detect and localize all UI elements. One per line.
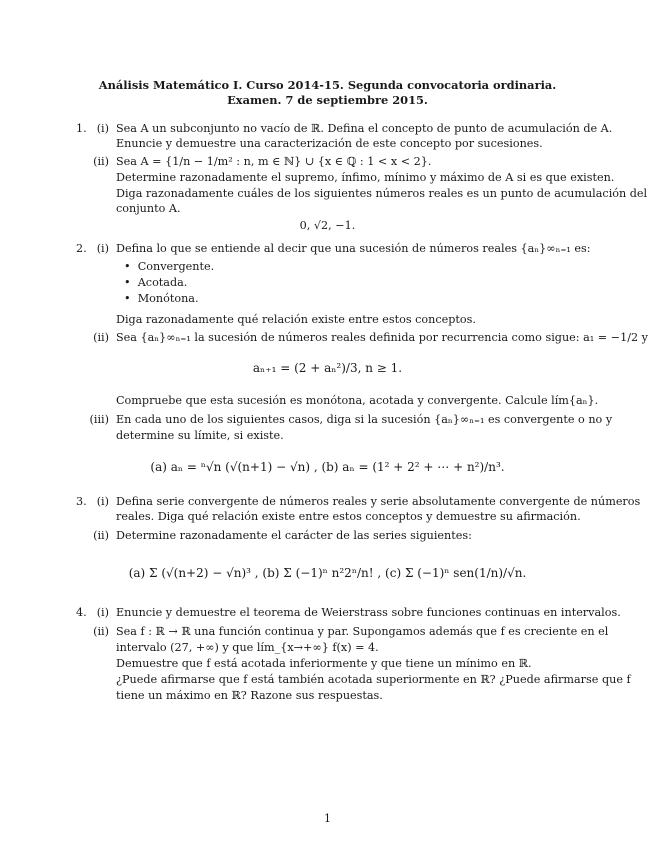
problem-2-i-line-1: Defina lo que se entiende al decir que una sucesión de números reales {aₙ}∞ₙ₌₁ es: [116, 242, 591, 255]
problem-1-display: 0, √2, −1. [299, 219, 356, 232]
problem-4-i-line-1: Enuncie y demuestre el teorema de Weierstrass sobre funciones continuas en intervalos. [116, 606, 621, 619]
problem-1-ii-line-1: Sea A = {1/n − 1/m² : n, m ∈ ℕ} ∪ {x ∈ ℚ : 1 < x < 2}. [116, 155, 432, 168]
problem-3-ii-display: (a) Σ (√(n+2) − √n)³ , (b) Σ (−1)ⁿ n²2ⁿ/n! , (c) Σ (−1)ⁿ sen(1/n)/√n. [128, 566, 527, 580]
part-label: (i) [96, 242, 109, 255]
problem-2-ii-display: aₙ₊₁ = (2 + aₙ²)/3, n ≥ 1. [252, 361, 403, 375]
bullet-icon: • [124, 260, 138, 273]
problem-3-ii-line-1: Determine razonadamente el carácter de las series siguientes: [116, 529, 472, 542]
problem-2-iii-display: (a) aₙ = ⁿ√n (√(n+1) − √n) , (b) aₙ = (1² + 2² + ⋯ + n²)/n³. [150, 460, 505, 474]
header-line-1: Análisis Matemático I. Curso 2014-15. Segunda convocatoria ordinaria. [98, 78, 557, 92]
header-line-2: Examen. 7 de septiembre 2015. [227, 93, 428, 107]
problem-2-iii-line-2: determine su límite, si existe. [116, 429, 284, 442]
problem-1-i-line-1: Sea A un subconjunto no vacío de ℝ. Defina el concepto de punto de acumulación de A. [116, 122, 613, 135]
problem-2-iii-line-1: En cada uno de los siguientes casos, diga si la sucesión {aₙ}∞ₙ₌₁ es convergente o no y [116, 413, 613, 426]
problem-2-ii-after: Compruebe que esta sucesión es monótona, acotada y convergente. Calcule lím{aₙ}. [116, 394, 599, 407]
bullet-item: • Monótona. [124, 292, 199, 305]
problem-number: 1. [76, 122, 87, 135]
part-label: (ii) [93, 625, 109, 638]
page-number: 1 [324, 812, 331, 825]
part-label: (i) [96, 122, 109, 135]
bullet-icon: • [124, 292, 138, 305]
problem-2-i-after: Diga razonadamente qué relación existe entre estos conceptos. [116, 313, 476, 326]
exam-header [0, 78, 655, 108]
bullet-icon: • [124, 276, 138, 289]
part-label: (i) [96, 495, 109, 508]
part-label: (ii) [93, 529, 109, 542]
problem-3-i-line-2: reales. Diga qué relación existe entre estos conceptos y demuestre su afirmación. [116, 510, 581, 523]
problem-3-i-line-1: Defina serie convergente de números reales y serie absolutamente convergente de números [116, 495, 641, 508]
part-label: (ii) [93, 155, 109, 168]
problem-4-ii-line-4: ¿Puede afirmarse que f está también acotada superiormente en ℝ? ¿Puede afirmarse que f [116, 673, 631, 686]
problem-4-ii-line-5: tiene un máximo en ℝ? Razone sus respuestas. [116, 689, 383, 702]
problem-4-ii-line-2: intervalo (27, +∞) y que lím_{x→+∞} f(x) = 4. [116, 641, 379, 654]
problem-1-ii-line-2: Determine razonadamente el supremo, ínfimo, mínimo y máximo de A si es que existen. [116, 171, 615, 184]
problem-number: 4. [76, 606, 87, 619]
problem-4-ii-line-1: Sea f : ℝ → ℝ una función continua y par. Supongamos además que f es creciente en el [116, 625, 609, 638]
problem-2-ii-line-1: Sea {aₙ}∞ₙ₌₁ la sucesión de números reales definida por recurrencia como sigue: a₁ = −1/2 y [116, 331, 648, 344]
problem-4-ii-line-3: Demuestre que f está acotada inferiormente y que tiene un mínimo en ℝ. [116, 657, 532, 670]
bullet-item: • Acotada. [124, 276, 188, 289]
part-label: (ii) [93, 331, 109, 344]
problem-number: 2. [76, 242, 87, 255]
problem-1-ii-line-3: Diga razonadamente cuáles de los siguientes números reales es un punto de acumulación del [116, 187, 648, 200]
bullet-item: • Convergente. [124, 260, 215, 273]
problem-1-ii-line-4: conjunto A. [116, 202, 181, 215]
problem-1-i-line-2: Enuncie y demuestre una caracterización de este concepto por sucesiones. [116, 137, 543, 150]
part-label: (i) [96, 606, 109, 619]
part-label: (iii) [89, 413, 109, 426]
problem-number: 3. [76, 495, 87, 508]
